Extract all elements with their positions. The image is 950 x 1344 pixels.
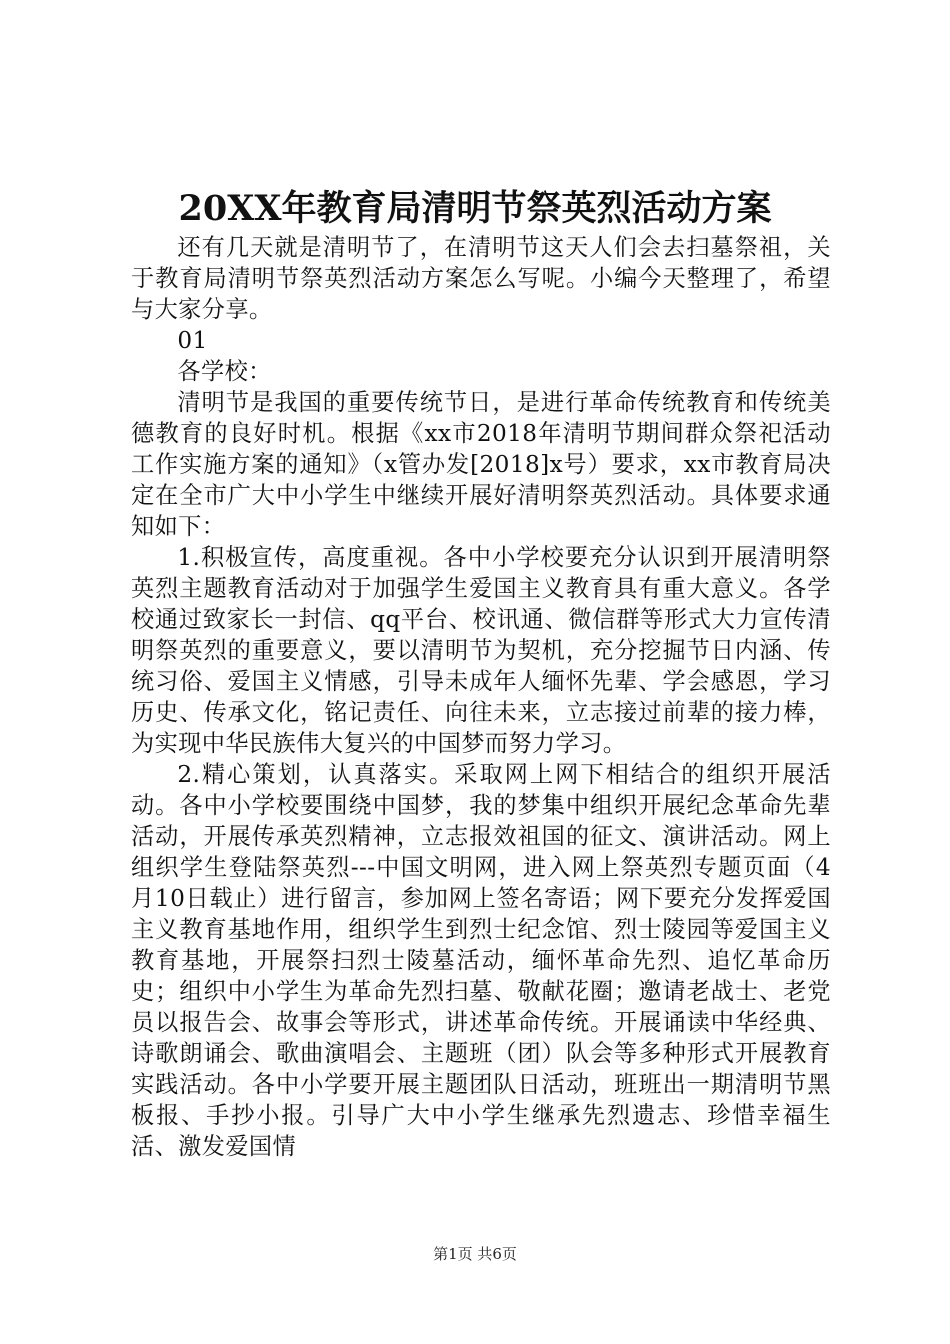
requirement-2-paragraph: 2.精心策划，认真落实。采取网上网下相结合的组织开展活动。各中小学校要围绕中国梦，我的梦集中组织开展纪念革命先辈活动，开展传承英烈精神，立志报效祖国的征文、演讲活动。网上组织学生登陆祭英烈---中国文明网，进入网上祭英烈专题页面（4月10日载止）进行留言，参加网上签名寄语；网下要充分发挥爱国主义教育基地作用，组织学生到烈士纪念馆、烈士陵园等爱国主义教育基地，开展祭扫烈士陵墓活动，缅怀革命先烈、追忆革命历史；组织中小学生为革命先烈扫墓、敬献花圈；邀请老战士、老党员以报告会、故事会等形式，讲述革命传统。开展诵读中华经典、诗歌朗诵会、歌曲演唱会、主题班（团）队会等多种形式开展教育实践活动。各中小学要开展主题团队日活动，班班出一期清明节黑板报、手抄小报。引导广大中小学生继承先烈遗志、珍惜幸福生活、激发爱国情: [131, 761, 831, 1160]
salutation: 各学校：: [177, 358, 272, 385]
document-title: 20XX年教育局清明节祭英烈活动方案: [178, 188, 772, 229]
requirement-1-paragraph: 1.积极宣传，高度重视。各中小学校要充分认识到开展清明祭英烈主题教育活动对于加强学生爱国主义教育具有重大意义。各学校通过致家长一封信、qq平台、校讯通、微信群等形式大力宣传清明祭英烈的重要意义，要以清明节为契机，充分挖掘节日内涵、传统习俗、爱国主义情感，引导未成年人缅怀先辈、学会感恩，学习历史、传承文化，铭记责任、向往未来，立志接过前辈的接力棒，为实现中华民族伟大复兴的中国梦而努力学习。: [131, 544, 831, 757]
page-number-footer: 第1页 共6页: [433, 1245, 517, 1263]
section-number: 01: [177, 327, 208, 354]
document-body: [131, 232, 831, 1162]
intro-paragraph: 还有几天就是清明节了，在清明节这天人们会去扫墓祭祖，关于教育局清明节祭英烈活动方案怎么写呢。小编今天整理了，希望与大家分享。: [131, 234, 831, 323]
notice-paragraph: 清明节是我国的重要传统节日，是进行革命传统教育和传统美德教育的良好时机。根据《xx市2018年清明节期间群众祭祀活动工作实施方案的通知》（x管办发[2018]x号）要求，xx市教育局决定在全市广大中小学生中继续开展好清明祭英烈活动。具体要求通知如下：: [131, 389, 831, 540]
